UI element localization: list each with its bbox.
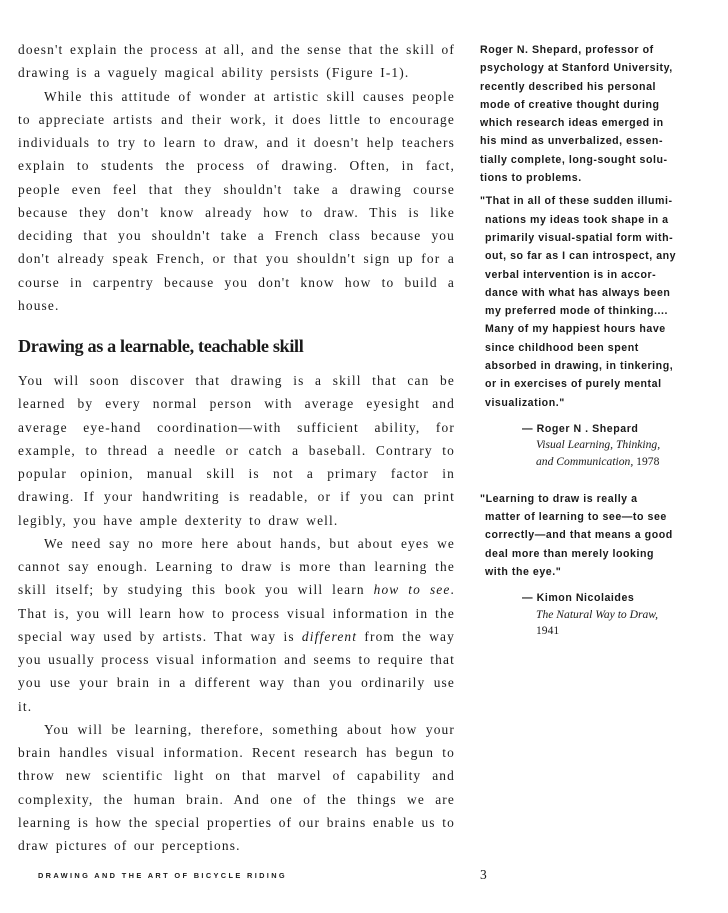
- attribution-source: Visual Learning, Thinking,: [536, 438, 661, 452]
- quote-line: correctly—and that means a good: [485, 529, 673, 542]
- text-run: We need say no more here about hands, but about eyes we cannot say enough. Learning to draw is more than learning the skill itself; by studying this book you will learn: [18, 535, 455, 598]
- shepard-quote: [480, 192, 698, 412]
- shepard-attribution: [522, 421, 698, 470]
- quote-line: recently described his personal: [480, 80, 657, 93]
- quote-line: visualization.": [485, 396, 565, 409]
- quote-line: mode of creative thought during: [480, 98, 660, 111]
- quote-line: his mind as unverbalized, essen-: [480, 135, 664, 148]
- quote-line: matter of learning to see—to see: [485, 511, 667, 524]
- nicolaides-quote: [480, 490, 698, 581]
- quote-line: dance with what has always been: [485, 286, 671, 299]
- quote-line: tially complete, long-sought solu-: [480, 153, 668, 166]
- main-text-column: [18, 38, 455, 857]
- quote-line: out, so far as I can introspect, any: [485, 250, 677, 263]
- attribution-author: — Roger N . Shepard: [522, 422, 639, 435]
- quote-line: Many of my happiest hours have: [485, 323, 666, 336]
- quote-line: primarily visual-spatial form with-: [485, 231, 674, 244]
- page-number: 3: [480, 867, 487, 882]
- paragraph: You will soon discover that drawing is a skill that can be learned by every normal person with average eyesight and average eye-hand coordination—with sufficient ability, for example, to thread a needle or catch a baseball. Contrary to popular opinion, manual skill is not a primary factor in drawing. If your handwriting is readable, or if you can print legibly, you have ample dexterity to draw well.: [18, 373, 455, 528]
- sidebar-quotes: [480, 41, 698, 639]
- quote-line: Roger N. Shepard, professor of: [480, 44, 654, 56]
- emphasis-different: different: [301, 628, 358, 644]
- quote-line: "Learning to draw is really a: [480, 492, 638, 505]
- section-heading: Drawing as a learnable, teachable skill: [18, 336, 304, 356]
- attribution-year: 1978: [636, 454, 660, 468]
- sidebar-intro: [480, 41, 698, 187]
- running-footer: DRAWING AND THE ART OF BICYCLE RIDING: [38, 871, 287, 880]
- quote-line: which research ideas emerged in: [480, 117, 664, 130]
- text-run: from the way you usually process visual information and seems to require that you use your brain in a different way than you ordinarily use it.: [18, 628, 455, 714]
- quote-line: with the eye.": [485, 566, 562, 579]
- paragraph: [18, 532, 455, 718]
- nicolaides-attribution: [522, 590, 698, 639]
- quote-line: since childhood been spent: [485, 341, 639, 354]
- quote-line: verbal intervention is in accor-: [485, 268, 657, 281]
- quote-line: "That in all of these sudden illumi-: [480, 195, 673, 208]
- text-run: . That is, you will learn how to process visual information in the special way used by artists. That way is: [18, 582, 455, 644]
- attribution-source-text: and Communication,: [536, 454, 634, 468]
- quote-line: or in exercises of purely mental: [485, 378, 662, 391]
- paragraph: While this attitude of wonder at artistic skill causes people to appreciate artists and their work, it does little to encourage individuals to try to learn to draw, and it doesn't help teachers explain to students the process of drawing. Often, in fact, people even feel that they shouldn't take a drawing course because they don't know already how to draw. This is like deciding that you shouldn't take a French class because you don't already speak French, or that you shouldn't sign up for a course in carpentry because you don't know how to build a house.: [18, 88, 455, 313]
- attribution-source: [522, 454, 698, 470]
- paragraph: You will be learning, therefore, something about how your brain handles visual information. Recent research has begun to throw new scientific light on that marvel of capability and complexity, the human brain. And one of the things we are learning is how the special properties of our brains enable us to draw pictures of our perceptions.: [18, 721, 455, 853]
- quote-line: absorbed in drawing, in tinkering,: [485, 360, 674, 373]
- quote-line: deal more than merely looking: [485, 547, 655, 560]
- quote-line: psychology at Stanford University,: [480, 62, 673, 75]
- quote-line: nations my ideas took shape in a: [485, 213, 669, 226]
- attribution-year: 1941: [536, 623, 560, 637]
- quote-line: my preferred mode of thinking....: [485, 305, 668, 318]
- paragraph: doesn't explain the process at all, and the sense that the skill of drawing is a vaguely magical ability persists (Figure I-1).: [18, 42, 455, 81]
- emphasis-how-to-see: how to see: [373, 582, 451, 598]
- attribution-author: — Kimon Nicolaides: [522, 592, 635, 605]
- attribution-source: The Natural Way to Draw,: [536, 607, 659, 621]
- quote-line: tions to problems.: [480, 172, 582, 185]
